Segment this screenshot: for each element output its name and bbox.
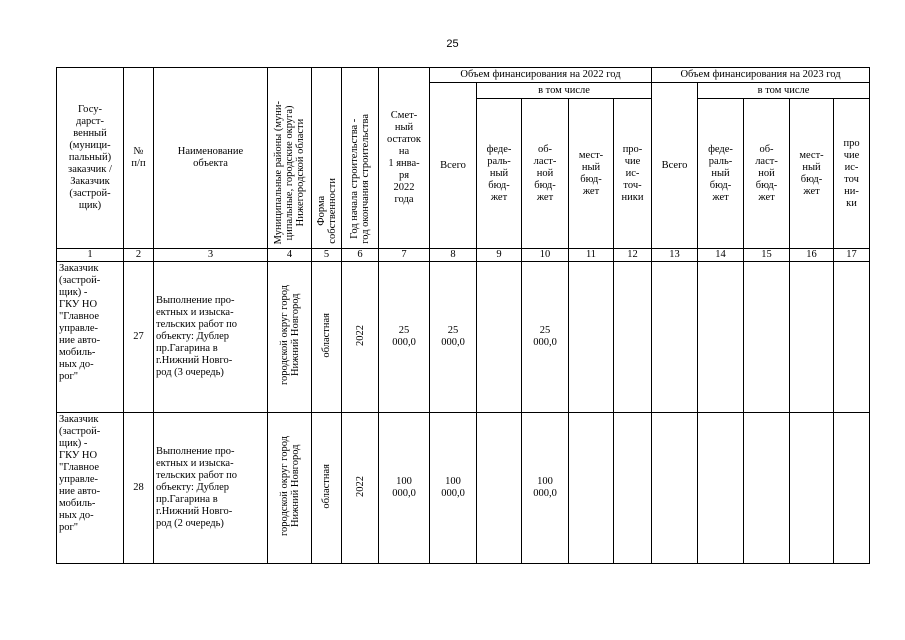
col-number: 13 (652, 249, 698, 262)
row-customer: Заказчик (застрой- щик) - ГКУ НО "Главное управле- ние авто- мобиль- ных до- рог" (57, 413, 124, 564)
header-row-1 (57, 68, 870, 83)
header-municipality-cell (268, 68, 312, 249)
row-total-2023 (652, 413, 698, 564)
table-row (57, 413, 870, 564)
row-object: Выполнение про- ектных и изыска- тельских работ по объекту: Дублер пр.Гагарина в г.Нижний Новго- род (2 очередь) (154, 413, 268, 564)
header-object: Наименование объекта (154, 68, 268, 249)
row-remainder: 25 000,0 (379, 262, 430, 413)
row-ownership: областная (321, 312, 332, 358)
row-total-2022: 25 000,0 (430, 262, 477, 413)
row-regional-2022: 100 000,0 (522, 413, 569, 564)
col-number: 7 (379, 249, 430, 262)
row-federal-2022 (477, 262, 522, 413)
row-local-2022 (569, 262, 614, 413)
header-years-cell (342, 68, 379, 249)
row-other-2022 (614, 413, 652, 564)
financing-table (56, 67, 870, 564)
col-number: 9 (477, 249, 522, 262)
col-number: 3 (154, 249, 268, 262)
row-regional-2023 (744, 413, 790, 564)
row-regional-2023 (744, 262, 790, 413)
row-federal-2023 (698, 413, 744, 564)
col-number: 10 (522, 249, 569, 262)
row-num: 28 (124, 413, 154, 564)
row-federal-2023 (698, 262, 744, 413)
col-number: 5 (312, 249, 342, 262)
col-number: 14 (698, 249, 744, 262)
row-remainder: 100 000,0 (379, 413, 430, 564)
row-municipality: городской округ город Нижний Новгород (278, 435, 301, 537)
row-regional-2022: 25 000,0 (522, 262, 569, 413)
col-number: 11 (569, 249, 614, 262)
col-number: 2 (124, 249, 154, 262)
header-years: Год начала строительства - год окончания строительства (349, 114, 371, 244)
row-other-2022 (614, 262, 652, 413)
row-other-2023 (834, 413, 870, 564)
header-regional-2022: об- ласт- ной бюд- жет (522, 99, 569, 249)
header-customer: Госу- дарст- венный (муници- пальный) заказчик / Заказчик (застрой- щик) (57, 68, 124, 249)
row-customer: Заказчик (застрой- щик) - ГКУ НО "Главное управле- ние авто- мобиль- ных до- рог" (57, 262, 124, 413)
header-regional-2023: об- ласт- ной бюд- жет (744, 99, 790, 249)
header-fin-2023: Объем финансирования на 2023 год (652, 68, 870, 83)
row-municipality: городской округ город Нижний Новгород (278, 284, 301, 386)
row-num: 27 (124, 262, 154, 413)
header-municipality: Муниципальные районы (муни- ципальные, городские округа) Нижегородской области (273, 100, 306, 244)
header-local-2023: мест- ный бюд- жет (790, 99, 834, 249)
row-federal-2022 (477, 413, 522, 564)
row-ownership: областная (321, 463, 332, 509)
header-remainder: Смет- ный остаток на 1 янва- ря 2022 года (379, 68, 430, 249)
col-number: 6 (342, 249, 379, 262)
col-number: 8 (430, 249, 477, 262)
col-number: 17 (834, 249, 870, 262)
page-number: 25 (446, 38, 459, 50)
header-ownership-cell (312, 68, 342, 249)
header-total-2022: Всего (430, 83, 477, 249)
col-number: 16 (790, 249, 834, 262)
header-including-2023: в том числе (698, 83, 870, 99)
header-fin-2022: Объем финансирования на 2022 год (430, 68, 652, 83)
header-local-2022: мест- ный бюд- жет (569, 99, 614, 249)
row-local-2023 (790, 262, 834, 413)
row-total-2022: 100 000,0 (430, 413, 477, 564)
col-number: 1 (57, 249, 124, 262)
col-number: 4 (268, 249, 312, 262)
col-number: 12 (614, 249, 652, 262)
row-years: 2022 (354, 324, 366, 346)
header-other-2023: про чие ис- точ ни- ки (834, 99, 870, 249)
row-other-2023 (834, 262, 870, 413)
col-number: 15 (744, 249, 790, 262)
row-local-2022 (569, 413, 614, 564)
header-including-2022: в том числе (477, 83, 652, 99)
row-object: Выполнение про- ектных и изыска- тельских работ по объекту: Дублер пр.Гагарина в г.Нижний Новго- род (3 очередь) (154, 262, 268, 413)
header-ownership: Форма собственности (315, 178, 338, 244)
row-total-2023 (652, 262, 698, 413)
row-local-2023 (790, 413, 834, 564)
header-num: № п/п (124, 68, 154, 249)
column-number-row (57, 249, 870, 262)
table-row (57, 262, 870, 413)
header-federal-2022: феде- раль- ный бюд- жет (477, 99, 522, 249)
header-other-2022: про- чие ис- точ- ники (614, 99, 652, 249)
header-federal-2023: феде- раль- ный бюд- жет (698, 99, 744, 249)
header-total-2023: Всего (652, 83, 698, 249)
row-years: 2022 (354, 475, 366, 497)
